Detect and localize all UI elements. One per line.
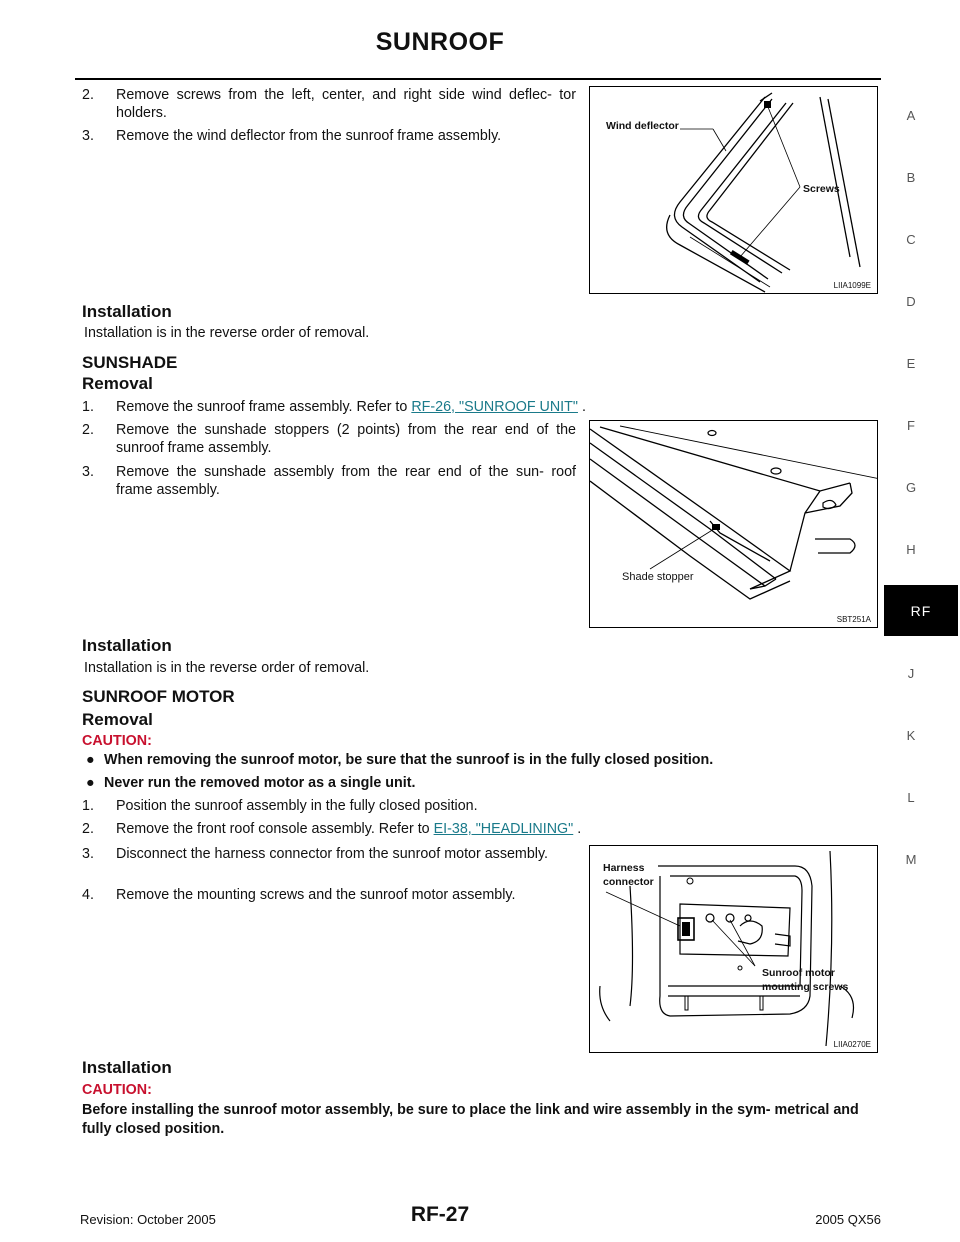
footer-model: 2005 QX56 (815, 1212, 881, 1227)
header-rule (75, 78, 881, 80)
side-index-g[interactable]: G (905, 480, 917, 495)
installation-caution-label: CAUTION: (82, 1082, 152, 1098)
side-index-f[interactable]: F (907, 418, 915, 433)
side-index-c[interactable]: C (906, 232, 916, 247)
side-index-j[interactable]: J (907, 666, 915, 681)
label-wind-deflector: Wind deflector (606, 120, 679, 132)
figure-code: LIIA0270E (833, 1040, 871, 1049)
installation-caution-text: Before installing the sunroof motor assembly, be sure to place the link and wire assembly in the sym- metrical and fully closed position. (82, 1102, 859, 1137)
motor-removal-heading: Removal (82, 710, 153, 729)
footer-revision: Revision: October 2005 (80, 1212, 216, 1227)
label-shade-stopper: Shade stopper (622, 571, 694, 583)
side-index-rf-active-tab[interactable]: RF (884, 585, 958, 636)
shade-stopper-drawing (590, 421, 877, 627)
side-index-m[interactable]: M (905, 852, 917, 867)
label-sunroof-motor-mounting-screws: Sunroof motor mounting screws (762, 967, 849, 993)
motor-step-2: 2. Remove the front roof console assembly. Refer to EI-38, "HEADLINING" . (82, 821, 582, 837)
installation-text: Installation is in the reverse order of removal. (84, 325, 370, 341)
sunshade-step-3: 3. Remove the sunshade assembly from the rear end of the sun- roof frame assembly. (82, 464, 576, 498)
motor-installation-heading: Installation (82, 1058, 172, 1077)
motor-heading: SUNROOF MOTOR (82, 687, 235, 706)
figure-sunroof-motor (589, 845, 878, 1053)
motor-step-1: 1. Position the sunroof assembly in the fully closed position. (82, 798, 478, 814)
sunshade-installation-text: Installation is in the reverse order of removal. (84, 660, 370, 676)
side-index-e[interactable]: E (906, 356, 916, 371)
caution-bullet-1: ● When removing the sunroof motor, be sure that the sunroof is in the fully closed position. (86, 752, 714, 768)
installation-heading: Installation (82, 302, 172, 321)
label-screws: Screws (803, 183, 840, 195)
side-index-h[interactable]: H (906, 542, 916, 557)
figure-wind-deflector (589, 86, 878, 294)
side-index-k[interactable]: K (906, 728, 916, 743)
side-index-b[interactable]: B (906, 170, 916, 185)
motor-step-4: 4. Remove the mounting screws and the sunroof motor assembly. (82, 887, 516, 903)
side-index-d[interactable]: D (906, 294, 916, 309)
figure-shade-stopper (589, 420, 878, 628)
label-harness-connector: Harness connector (603, 862, 654, 888)
sunshade-removal-heading: Removal (82, 374, 153, 393)
motor-step-3: 3. Disconnect the harness connector from the sunroof motor assembly. (82, 846, 549, 862)
sunshade-step-1: 1. Remove the sunroof frame assembly. Refer to RF-26, "SUNROOF UNIT" . (82, 399, 586, 415)
caution-label: CAUTION: (82, 733, 152, 749)
figure-code: SBT251A (836, 615, 871, 624)
link-rf-26-sunroof-unit[interactable]: RF-26, "SUNROOF UNIT" (411, 399, 578, 415)
step-remove-wind-deflector: 3. Remove the wind deflector from the sunroof frame assembly. (82, 128, 502, 144)
side-index-l[interactable]: L (907, 790, 915, 805)
side-index-a[interactable]: A (906, 108, 916, 123)
figure-code: LIIA1099E (833, 281, 871, 290)
step-remove-screws: 2. Remove screws from the left, center, and right side wind deflec- tor holders. (82, 87, 576, 121)
link-ei-38-headlining[interactable]: EI-38, "HEADLINING" (433, 821, 574, 837)
sunshade-step-2: 2. Remove the sunshade stoppers (2 points) from the rear end of the sunroof frame assembly. (82, 422, 576, 456)
page-title: SUNROOF (375, 28, 505, 56)
sunshade-installation-heading: Installation (82, 636, 172, 655)
caution-bullet-2: ● Never run the removed motor as a single unit. (86, 775, 416, 791)
footer-page-number: RF-27 (410, 1203, 470, 1226)
sunshade-heading: SUNSHADE (82, 353, 178, 372)
